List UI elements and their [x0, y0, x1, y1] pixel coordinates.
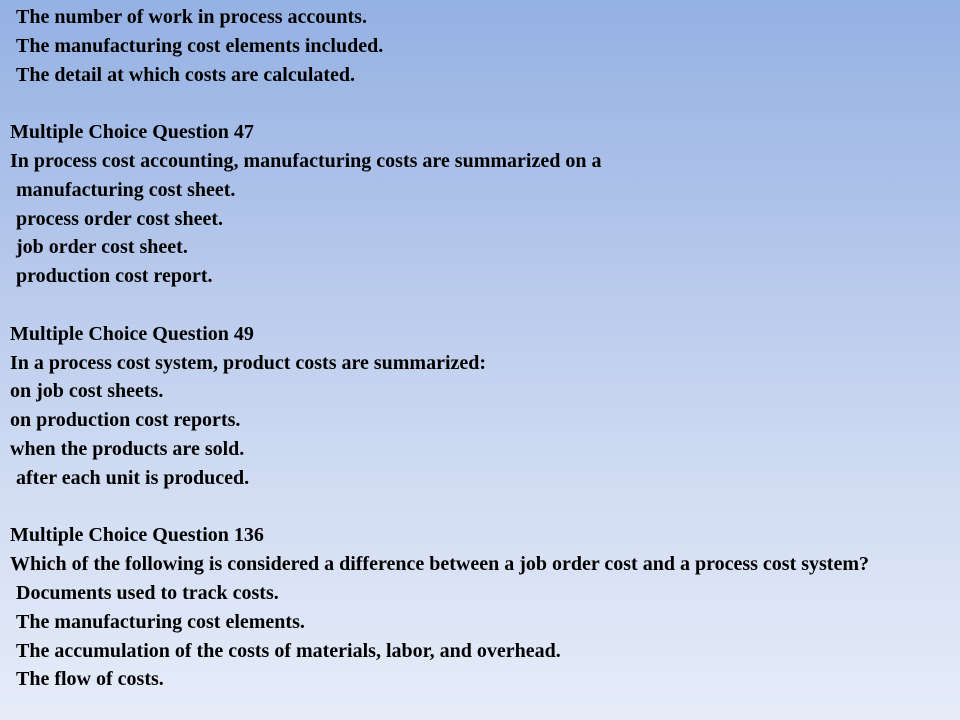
question-prompt: In process cost accounting, manufacturing costs are summarized on a [10, 149, 602, 172]
option-text: The flow of costs. [16, 668, 164, 691]
option-text: after each unit is produced. [16, 466, 250, 489]
question-heading: Multiple Choice Question 136 [10, 524, 264, 547]
option-text: The manufacturing cost elements included. [16, 34, 384, 57]
option-text: manufacturing cost sheet. [16, 178, 236, 201]
option-text: when the products are sold. [10, 437, 245, 460]
question-prompt: Which of the following is considered a difference between a job order cost and a process cost system? [10, 553, 870, 576]
question-heading: Multiple Choice Question 47 [10, 121, 254, 144]
option-text: The accumulation of the costs of materials, labor, and overhead. [16, 639, 561, 662]
question-heading: Multiple Choice Question 49 [10, 322, 254, 345]
spacer [10, 291, 950, 320]
option-text: Documents used to track costs. [16, 581, 279, 604]
question-prompt: In a process cost system, product costs are summarized: [10, 351, 487, 374]
option-text: The number of work in process accounts. [16, 6, 367, 28]
option-text: production cost report. [16, 265, 213, 288]
option-text: job order cost sheet. [16, 236, 188, 259]
option-text: process order cost sheet. [16, 207, 223, 230]
option-text: on production cost reports. [10, 409, 241, 432]
option-text: The manufacturing cost elements. [16, 610, 305, 633]
spacer [10, 493, 950, 522]
option-text: on job cost sheets. [10, 380, 164, 403]
spacer [10, 89, 950, 118]
option-text: The detail at which costs are calculated. [16, 63, 356, 86]
